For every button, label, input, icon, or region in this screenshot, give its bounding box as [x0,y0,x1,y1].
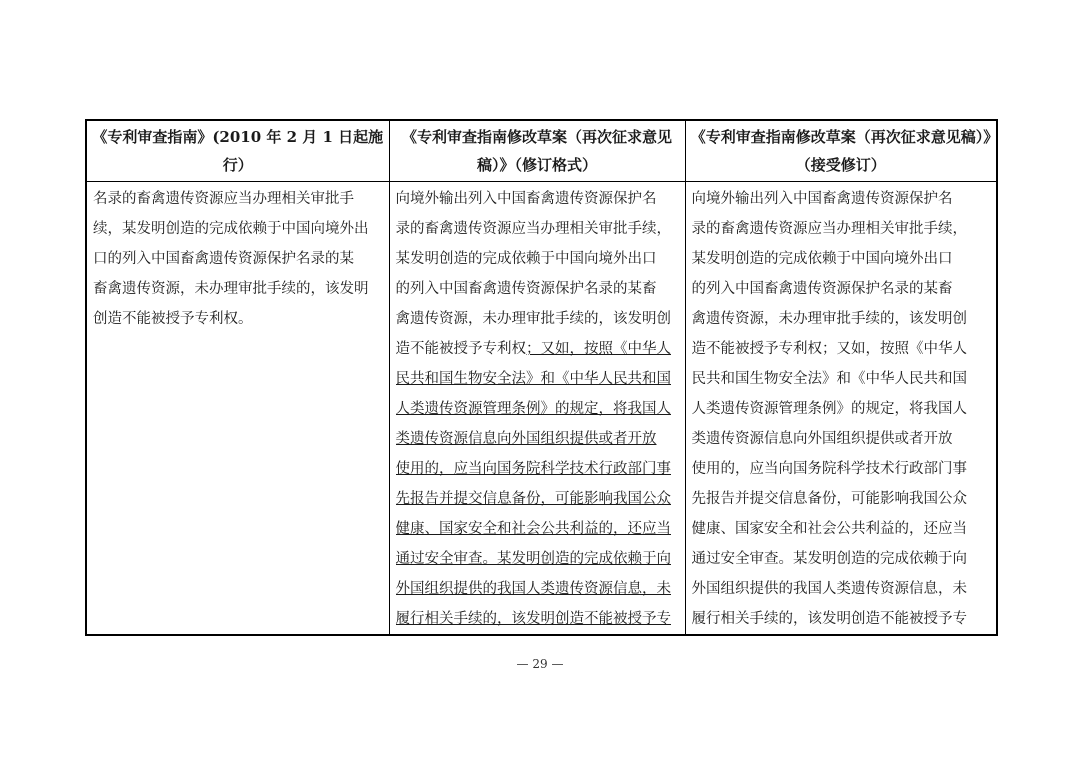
inserted-text: 类遗传资源信息向外国组织提供或者开放 [395,431,657,447]
text-line: 名录的畜禽遗传资源应当办理相关审批手 [93,191,354,207]
text-line [396,364,679,394]
tracked-text-cell [389,182,685,636]
text-line [396,424,679,454]
text-line [396,574,679,604]
unchanged-text: 禽遗传资源，未办理审批手续的，该发明创 [395,311,671,327]
unchanged-text: 的列入中国畜禽遗传资源保护名录的某畜 [395,281,657,297]
table-header-row [86,120,997,182]
page-number: — 29 — [516,657,564,671]
text-line: 续，某发明创造的完成依赖于中国向境外出 [93,221,369,237]
text-line: 禽遗传资源，未办理审批手续的，该发明创 [691,311,967,327]
text-line [396,514,679,544]
inserted-text: 民共和国生物安全法》和《中华人民共和国 [395,371,671,387]
text-line: 类遗传资源信息向外国组织提供或者开放 [691,431,953,447]
header-original-guideline: 《专利审查指南》(2010 年 2 月 1 日起施行） [86,120,389,182]
text-line [396,604,679,634]
header-draft-tracked: 《专利审查指南修改草案（再次征求意见稿）》（修订格式） [389,120,685,182]
accepted-text-cell [685,182,997,636]
text-line: 健康、国家安全和社会公共利益的，还应当 [691,521,967,537]
inserted-text: 通过安全审查。某发明创造的完成依赖于向 [395,551,671,567]
text-line: 录的畜禽遗传资源应当办理相关审批手续， [691,221,967,237]
text-line: 外国组织提供的我国人类遗传资源信息，未 [691,581,967,597]
text-line [396,544,679,574]
text-line [396,304,679,334]
text-line [396,184,679,214]
text-line: 畜禽遗传资源，未办理审批手续的，该发明 [93,281,369,297]
text-line [396,484,679,514]
text-line [396,454,679,484]
header-draft-accepted: 《专利审查指南修改草案（再次征求意见稿）》（接受修订） [685,120,997,182]
unchanged-text: 向境外输出列入中国畜禽遗传资源保护名 [395,191,657,207]
original-text-cell [86,182,389,636]
text-line: 造不能被授予专利权；又如，按照《中华人 [691,341,967,357]
text-line: 履行相关手续的，该发明创造不能被授予专 [691,611,967,627]
text-line: 口的列入中国畜禽遗传资源保护名录的某 [93,251,354,267]
text-line: 某发明创造的完成依赖于中国向境外出口 [691,251,953,267]
comparison-table [85,119,998,636]
inserted-text: 先报告并提交信息备份，可能影响我国公众 [395,491,671,507]
unchanged-text: 录的畜禽遗传资源应当办理相关审批手续， [395,221,671,237]
text-line: 的列入中国畜禽遗传资源保护名录的某畜 [691,281,953,297]
inserted-text: 履行相关手续的，该发明创造不能被授予专 [395,611,671,627]
text-line: 通过安全审查。某发明创造的完成依赖于向 [691,551,967,567]
unchanged-text: 某发明创造的完成依赖于中国向境外出口 [395,251,657,267]
text-line [396,244,679,274]
text-line: 创造不能被授予专利权。 [93,311,253,327]
inserted-text: ；又如，按照《中华人 [526,341,671,357]
table-row [86,182,997,636]
text-line [396,214,679,244]
text-line: 向境外输出列入中国畜禽遗传资源保护名 [691,191,953,207]
inserted-text: 外国组织提供的我国人类遗传资源信息，未 [395,581,671,597]
inserted-text: 人类遗传资源管理条例》的规定，将我国人 [395,401,671,417]
inserted-text: 使用的，应当向国务院科学技术行政部门事 [395,461,671,477]
text-line: 先报告并提交信息备份，可能影响我国公众 [691,491,967,507]
text-line: 使用的，应当向国务院科学技术行政部门事 [691,461,967,477]
text-line [396,334,679,364]
text-line [396,394,679,424]
text-line [396,274,679,304]
unchanged-text: 造不能被授予专利权 [395,341,526,357]
text-line: 民共和国生物安全法》和《中华人民共和国 [691,371,967,387]
inserted-text: 健康、国家安全和社会公共利益的，还应当 [395,521,671,537]
text-line: 人类遗传资源管理条例》的规定，将我国人 [691,401,967,417]
